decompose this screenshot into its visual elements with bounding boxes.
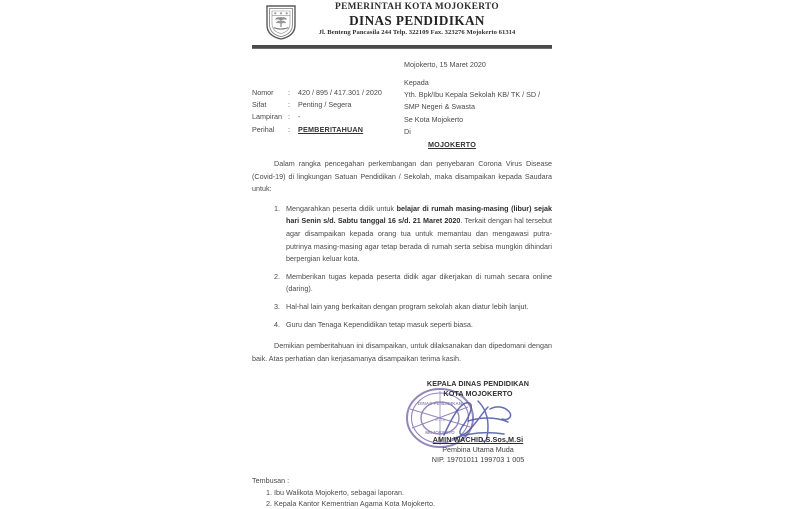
carbon-copy-section [252,475,552,509]
letterhead [252,0,552,44]
addressee-line: SMP Negeri & Swasta [404,102,475,112]
instruction-list [252,203,552,331]
reference-row-nomor [252,87,382,99]
reference-value: - [298,112,301,122]
svg-text:DINAS PENDIDIKAN: DINAS PENDIDIKAN [417,401,463,407]
addressee-line: Se Kota Mojokerto [404,114,464,124]
letter-meta [252,59,552,154]
addressee-line: Kepada [404,78,429,87]
reference-colon: : [288,100,290,110]
signer-title-line2: KOTA MOJOKERTO [443,389,513,399]
opening-paragraph: Dalam rangka pencegahan perkembangan dan penyebaran Corona Virus Disease (Covid-19) di lingkungan Satuan Pendidikan / Sekolah, maka disampaikan kepada Saudara untuk: [252,159,552,194]
subject-value: PEMBERITAHUAN [298,124,364,134]
addressee-block [404,77,540,151]
letter-body [252,158,552,365]
reference-block [252,87,382,136]
list-item: 1. Ibu Walikota Mojokerto, sebagai laporan. [274,487,552,498]
list-item-bold: belajar di rumah masing-masing (libur) sejak hari Senin s/d. Sabtu tanggal 16 s/d. 21 Maret 2020 [286,203,553,226]
reference-label: Perihal [252,124,275,134]
reference-colon: : [288,112,290,122]
reference-label: Nomor [252,88,274,97]
list-item-pre: Mengarahkan peserta didik untuk [286,203,397,213]
reference-colon: : [288,124,290,134]
list-item-pre: Hal-hal lain yang berkaitan dengan program sekolah akan diatur lebih lanjut. [286,301,529,311]
list-item [282,301,552,314]
list-item-pre: Guru dan Tenaga Kependidikan tetap masuk seperti biasa. [286,319,473,329]
place-and-date: Mojokerto, 15 Maret 2020 [404,60,486,69]
list-item [282,319,552,332]
addressee-city: MOJOKERTO [428,140,476,150]
office-address: Jl. Benteng Pancasila 244 Telp. 322109 Fax. 323276 Mojokerto 61314 [318,29,516,36]
svg-text:KOTA: KOTA [434,417,446,423]
reference-value: 420 / 895 / 417.301 / 2020 [298,88,382,97]
carbon-copy-list [252,487,552,509]
header-divider [252,45,552,49]
list-item-post: . Terkait dengan hal tersebut agar disampaikan kepada orang tua untuk memantau dan mengawasi putra-putrinya masing-masing agar tetap berada di rumah serta sebisa mungkin dihindari berpergian keluar kota. [286,216,552,264]
government-name: PEMERINTAH KOTA MOJOKERTO [335,2,499,12]
addressee-line: Di [404,126,411,136]
closing-paragraph: Demikian pemberitahuan ini disampaikan, untuk dilaksanakan dan dipedomani dengan baik. Atas perhatian dan kerjasamanya disampaikan terima kasih. [252,341,552,363]
signature-space [404,399,552,435]
list-item [282,203,552,266]
addressee-line: Yth. Bpk/Ibu Kepala Sekolah KB/ TK / SD / [404,90,541,100]
svg-text:MOJOKERTO: MOJOKERTO [425,430,455,436]
reference-row-lampiran [252,111,382,123]
signature-area [252,379,552,465]
signer-rank: Pembina Utama Muda [442,445,514,455]
signer-nip: NIP. 19701011 199703 1 005 [431,455,525,465]
reference-value: Penting / Segera [298,100,352,110]
list-item-pre: Memberikan tugas kepada peserta didik agar dikerjakan di rumah secara online (daring). [286,271,552,294]
reference-label: Sifat [252,100,267,110]
signature-block [404,379,552,465]
official-letter [252,0,553,509]
signer-title-line1: KEPALA DINAS PENDIDIKAN [426,379,530,389]
reference-colon: : [288,88,290,97]
list-item [282,271,552,296]
mojokerto-city-crest-icon [264,3,298,41]
signer-name: AMIN WACHID,S.Sos,M.Si [432,435,524,445]
department-name: DINAS PENDIDIKAN [349,13,485,28]
reference-label: Lampiran [252,112,282,122]
reference-row-perihal [252,124,382,136]
reference-row-sifat [252,99,382,111]
carbon-copy-title: Tembusan : [252,476,290,486]
list-item: 2. Kepala Kantor Kementrian Agama Kota Mojokerto. [274,498,552,509]
